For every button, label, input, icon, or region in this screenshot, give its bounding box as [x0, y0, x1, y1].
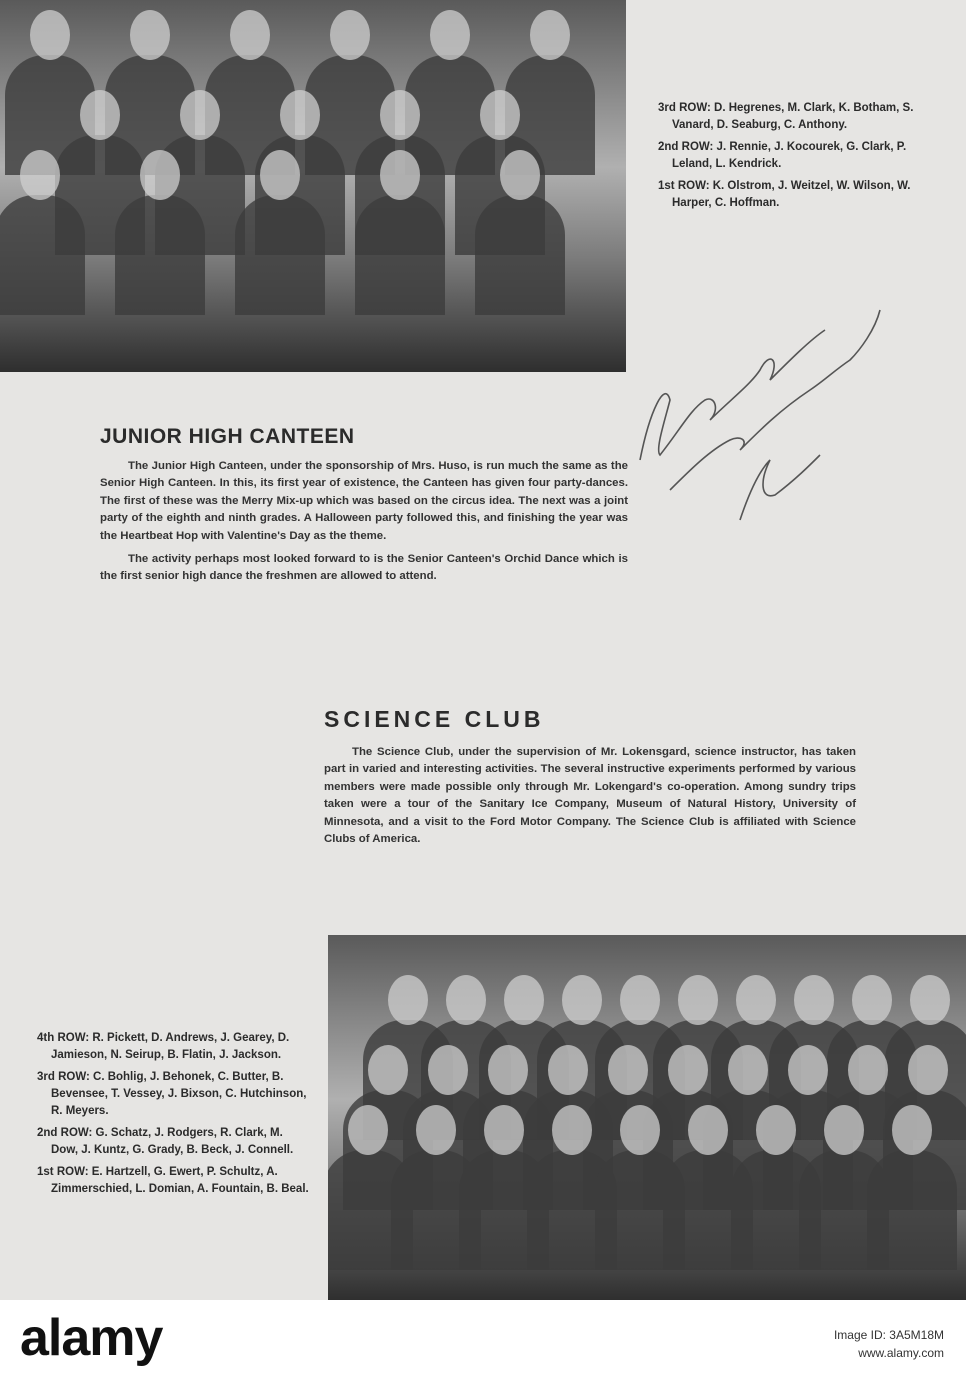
caption-row: 4th ROW: R. Pickett, D. Andrews, J. Gearey, D. Jamieson, N. Seirup, B. Flatin, J. Jackson. [37, 1032, 290, 1061]
science-caption [37, 1030, 309, 1203]
science-text [324, 744, 856, 854]
person-head [446, 975, 486, 1025]
person-head [848, 1045, 888, 1095]
person-head [416, 1105, 456, 1155]
person-head [380, 90, 420, 140]
person-head [428, 1045, 468, 1095]
person-head [480, 90, 520, 140]
paragraph: The activity perhaps most looked forward to is the Senior Canteen's Orchid Dance which is the first senior high dance the freshmen are allowed to attend. [100, 553, 628, 583]
person-head [30, 10, 70, 60]
person-head [908, 1045, 948, 1095]
person-head [348, 1105, 388, 1155]
person-head [756, 1105, 796, 1155]
person-head [736, 975, 776, 1025]
caption-row: 2nd ROW: J. Rennie, J. Kocourek, G. Clark, P. Leland, L. Kendrick. [658, 141, 907, 170]
person-body [867, 1150, 957, 1270]
person-body [0, 195, 85, 315]
canteen-group-photo [0, 0, 626, 372]
person-head [140, 150, 180, 200]
person-head [260, 150, 300, 200]
canteen-heading: JUNIOR HIGH CANTEEN [100, 425, 355, 448]
person-body [235, 195, 325, 315]
person-head [910, 975, 950, 1025]
person-head [130, 10, 170, 60]
caption-row: 1st ROW: K. Olstrom, J. Weitzel, W. Wilson, W. Harper, C. Hoffman. [658, 180, 911, 209]
person-head [620, 1105, 660, 1155]
person-body [355, 195, 445, 315]
person-head [824, 1105, 864, 1155]
person-head [180, 90, 220, 140]
caption-row: 3rd ROW: C. Bohlig, J. Behonek, C. Butter, B. Bevensee, T. Vessey, J. Bixson, C. Hutchinson, R. Meyers. [37, 1071, 307, 1117]
person-head [488, 1045, 528, 1095]
caption-row: 1st ROW: E. Hartzell, G. Ewert, P. Schultz, A. Zimmerschied, L. Domian, A. Fountain, B. Beal. [37, 1166, 309, 1195]
science-club-group-photo [328, 935, 966, 1301]
person-head [552, 1105, 592, 1155]
person-head [620, 975, 660, 1025]
caption-row: 3rd ROW: D. Hegrenes, M. Clark, K. Botham, S. Vanard, D. Seaburg, C. Anthony. [658, 102, 914, 131]
person-head [562, 975, 602, 1025]
person-body [475, 195, 565, 315]
person-head [788, 1045, 828, 1095]
person-head [430, 10, 470, 60]
person-head [380, 150, 420, 200]
person-head [852, 975, 892, 1025]
watermark-footer [0, 1300, 966, 1390]
person-head [794, 975, 834, 1025]
person-head [892, 1105, 932, 1155]
canteen-text [100, 458, 628, 592]
paragraph: The Science Club, under the supervision of Mr. Lokensgard, science instructor, has taken part in varied and interesting activities. The several instructive experiments performed by various members were made possible only through Mr. Lokengard's co-operation. Among sundry trips taken were a tour of the Sanitary Ice Company, Museum of Natural History, University of Minnesota, and a visit to the Ford Motor Company. The Science Club is affiliated with Science Clubs of America. [324, 746, 856, 846]
caption-row: 2nd ROW: G. Schatz, J. Rodgers, R. Clark, M. Dow, J. Kuntz, G. Grady, B. Beck, J. Connell. [37, 1127, 294, 1156]
person-head [530, 10, 570, 60]
person-head [80, 90, 120, 140]
person-head [688, 1105, 728, 1155]
site-url: www.alamy.com [858, 1346, 944, 1360]
person-body [115, 195, 205, 315]
handwritten-signature [610, 290, 900, 530]
person-head [678, 975, 718, 1025]
image-id-text: Image ID: 3A5M18M [833, 1328, 944, 1342]
image-id [834, 1326, 944, 1362]
person-head [668, 1045, 708, 1095]
person-head [728, 1045, 768, 1095]
canteen-caption [658, 100, 946, 217]
person-head [548, 1045, 588, 1095]
person-head [484, 1105, 524, 1155]
paragraph: The Junior High Canteen, under the sponsorship of Mrs. Huso, is run much the same as the Senior High Canteen. In this, its first year of existence, the Canteen has given four party-dances. The first of these was the Merry Mix-up which was based on the circus idea. The next was a joint party of the eighth and ninth grades. A Halloween party followed this, and finishing the year was the Heartbeat Hop with Valentine's Day as the theme. [100, 460, 628, 542]
person-head [388, 975, 428, 1025]
person-head [608, 1045, 648, 1095]
person-head [280, 90, 320, 140]
person-head [504, 975, 544, 1025]
alamy-logo: alamy [20, 1309, 163, 1367]
person-head [500, 150, 540, 200]
person-head [20, 150, 60, 200]
science-heading: SCIENCE CLUB [324, 706, 545, 732]
person-head [230, 10, 270, 60]
person-head [330, 10, 370, 60]
person-head [368, 1045, 408, 1095]
